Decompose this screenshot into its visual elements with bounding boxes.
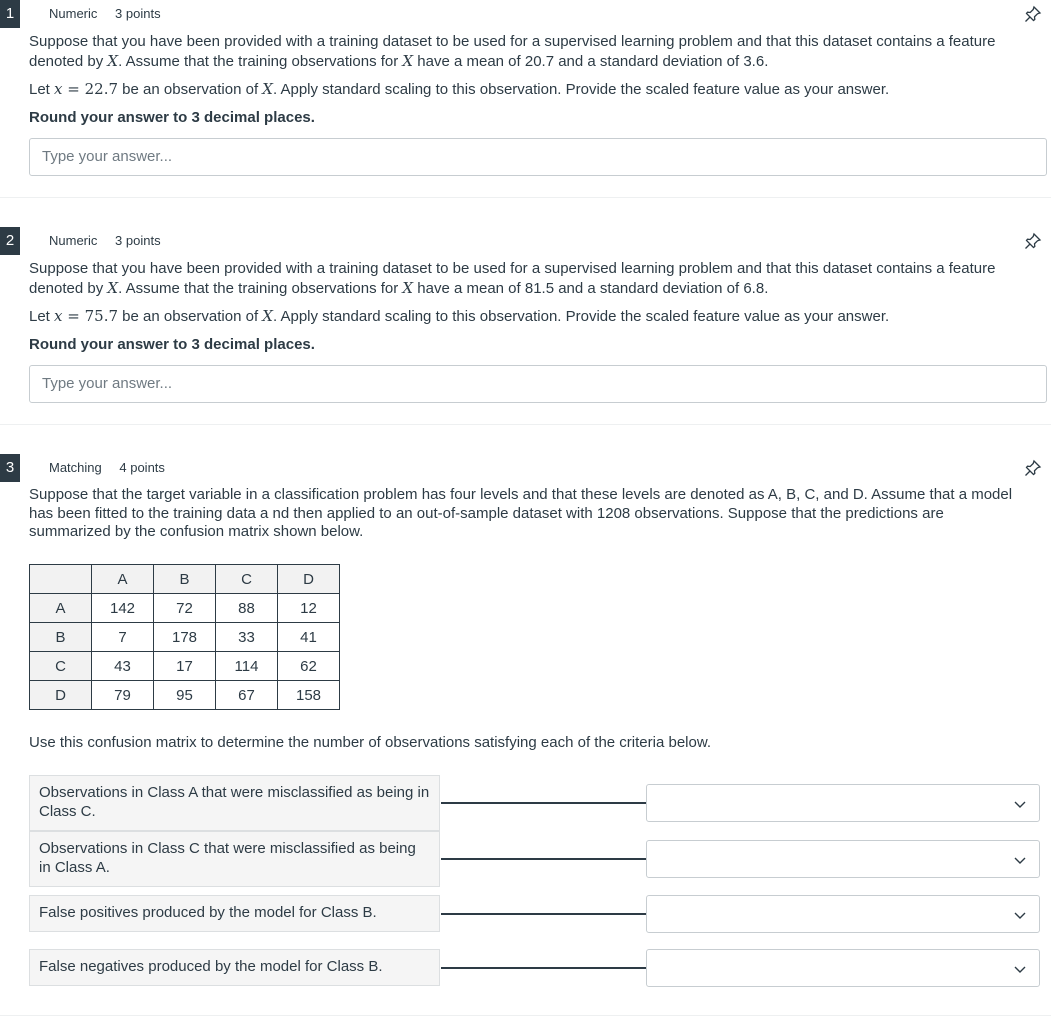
row-header: A	[30, 594, 92, 623]
question-meta	[49, 6, 175, 21]
divider	[0, 197, 1051, 198]
table-cell: 33	[216, 623, 278, 652]
table-cell: 17	[154, 652, 216, 681]
table-cell: 178	[154, 623, 216, 652]
column-header: A	[92, 565, 154, 594]
variable-X: X	[402, 278, 414, 297]
matching-prompt: Observations in Class A that were misclassified as being in Class C.	[29, 775, 440, 831]
variable-X: X	[107, 278, 119, 297]
question-meta	[49, 233, 175, 248]
column-header: D	[278, 565, 340, 594]
variable-X: X	[107, 51, 119, 70]
question-text: Suppose that the target variable in a classification problem has four levels and that these levels are denoted as A, B, C, and D. Assume that a model has been fitted to the training data a nd then applied to an out-of-sample dataset with 1208 observations. Suppose that the predictions are summarized by the confusion matrix shown below.	[29, 486, 1013, 540]
table-cell: 95	[154, 681, 216, 710]
observation-text: Let x = 22.7 be an observation of X. Apply standard scaling to this observation. Provide the scaled feature value as your answer.	[29, 80, 890, 98]
connector-line	[441, 913, 646, 915]
question-meta	[49, 460, 179, 475]
table-cell: 62	[278, 652, 340, 681]
question-text: Suppose that you have been provided with a training dataset to be used for a supervised learning problem and that this dataset contains a feature denoted by X. Assume that the training observations for X have a mean of 81.5 and a standard deviation of 6.8.	[29, 260, 996, 297]
question-text: Suppose that you have been provided with a training dataset to be used for a supervised learning problem and that this dataset contains a feature denoted by X. Assume that the training observations for X have a mean of 20.7 and a standard deviation of 3.6.	[29, 33, 996, 70]
table-cell: 114	[216, 652, 278, 681]
matching-prompt: False positives produced by the model for Class B.	[29, 895, 440, 932]
chevron-down-icon	[1013, 908, 1027, 922]
question-points: 3 points	[115, 6, 161, 21]
row-header: D	[30, 681, 92, 710]
question-type: Matching	[49, 460, 102, 475]
connector-line	[441, 802, 646, 804]
table-cell: 12	[278, 594, 340, 623]
table-cell: 88	[216, 594, 278, 623]
question-type: Numeric	[49, 233, 98, 248]
chevron-down-icon	[1013, 962, 1027, 976]
answer-dropdown[interactable]	[646, 949, 1040, 987]
answer-input[interactable]: Type your answer...	[29, 138, 1047, 176]
question-type: Numeric	[49, 6, 98, 21]
table-cell: 158	[278, 681, 340, 710]
observation-text: Let x = 75.7 be an observation of X. Apply standard scaling to this observation. Provide the scaled feature value as your answer.	[29, 307, 890, 325]
matching-prompt: Observations in Class C that were misclassified as being in Class A.	[29, 831, 440, 887]
table-corner	[30, 565, 92, 594]
table-cell: 72	[154, 594, 216, 623]
table-cell: 43	[92, 652, 154, 681]
column-header: B	[154, 565, 216, 594]
question-number: 3	[0, 454, 20, 482]
matching-instruction: Use this confusion matrix to determine the number of observations satisfying each of the criteria below.	[29, 734, 712, 751]
table-cell: 79	[92, 681, 154, 710]
rounding-instruction: Round your answer to 3 decimal places.	[29, 336, 315, 353]
variable-X: X	[402, 51, 414, 70]
connector-line	[441, 858, 646, 860]
pin-icon[interactable]	[1023, 4, 1043, 24]
row-header: B	[30, 623, 92, 652]
confusion-matrix	[29, 564, 340, 710]
table-cell: 67	[216, 681, 278, 710]
answer-input[interactable]: Type your answer...	[29, 365, 1047, 403]
answer-dropdown[interactable]	[646, 840, 1040, 878]
table-cell: 7	[92, 623, 154, 652]
question-number: 2	[0, 227, 20, 255]
rounding-instruction: Round your answer to 3 decimal places.	[29, 109, 315, 126]
answer-dropdown[interactable]	[646, 784, 1040, 822]
table-cell: 142	[92, 594, 154, 623]
table-row	[30, 594, 340, 623]
divider	[0, 1015, 1051, 1016]
table-row	[30, 681, 340, 710]
column-header: C	[216, 565, 278, 594]
divider	[0, 424, 1051, 425]
chevron-down-icon	[1013, 853, 1027, 867]
question-points: 3 points	[115, 233, 161, 248]
matching-prompt: False negatives produced by the model for Class B.	[29, 949, 440, 986]
table-cell: 41	[278, 623, 340, 652]
row-header: C	[30, 652, 92, 681]
connector-line	[441, 967, 646, 969]
table-row	[30, 652, 340, 681]
question-points: 4 points	[119, 460, 165, 475]
pin-icon[interactable]	[1023, 458, 1043, 478]
answer-dropdown[interactable]	[646, 895, 1040, 933]
table-row	[30, 623, 340, 652]
chevron-down-icon	[1013, 797, 1027, 811]
question-number: 1	[0, 0, 20, 28]
pin-icon[interactable]	[1023, 231, 1043, 251]
